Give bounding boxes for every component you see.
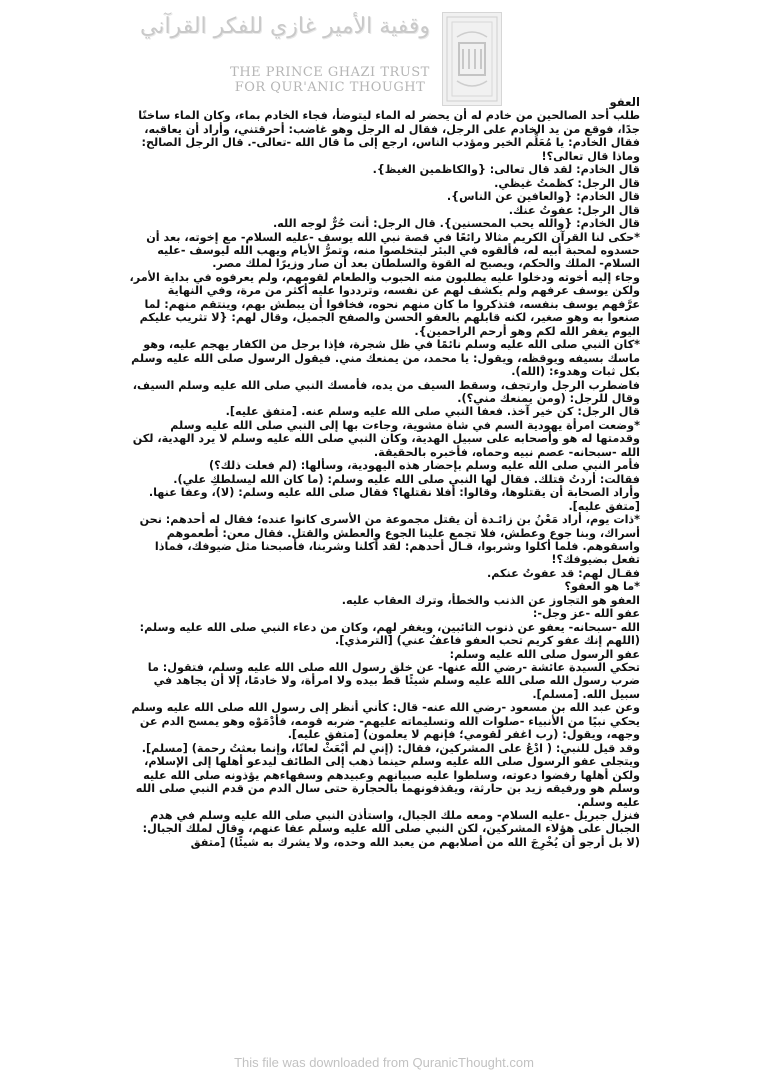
paragraph: العفو هو التجاوز عن الذنب والخطأ، وترك العقاب عليه. xyxy=(341,593,640,607)
paragraph: فاضطرب الرجل وارتجف، وسقط السيف من يده، فأمسك النبي صلى الله عليه وسلم السيف، وقال للرجل: (ومن يمنعك مني؟). xyxy=(128,378,640,405)
download-footer: This file was downloaded from QuranicThought.com xyxy=(234,1055,534,1070)
calligraphy-seal-icon xyxy=(442,12,502,106)
logo-english-line-1: THE PRINCE GHAZI TRUST xyxy=(230,65,430,80)
paragraph: *وضعت امرأة يهودية السم في شاة مشوية، وجاءت بها إلى النبي صلى الله عليه وسلم وقدمتها له هو وأصحابه على سبيل الهدية، وكان النبي صلى الله عليه وسلم لا يرد الهدية، لكن الله -سبحانه- عصم نبيه وحماه، فأخبره بالحقيقة. xyxy=(128,418,640,459)
paragraph: قال الخادم: {والعافين عن الناس}. xyxy=(446,190,640,204)
logo-arabic-text: وقفية الأمير غازي للفكر القرآني xyxy=(139,14,430,39)
paragraph: الله -سبحانه- يعفو عن ذنوب التائبين، ويغفر لهم، وكان من دعاء النبي صلى الله عليه وسلم: (اللهم إنك عفو كريم تحب العفو فاعفُ عني) [الترمذي]. xyxy=(135,620,640,648)
section-heading: *ما هو العفو؟ xyxy=(564,580,640,594)
document-title: العفو xyxy=(609,95,640,109)
document-body xyxy=(125,95,640,849)
paragraph: طلب أحد الصالحين من خادم له أن يحضر له الماء ليتوضأ، فجاء الخادم بماء، وكان الماء ساخنًا جدًا، فوقع من يد الخادم على الرجل، فقال له الرجل وهو غاضب: أحرقتني، وأراد أن يعاقبه، فقال الخادم: يا مُعَلِّم الخير ومؤدب الناس، ارجع إلى ما قال الله -تعالى-. قال الرجل الصالح: وماذا قال تعالى؟! xyxy=(134,109,640,163)
paragraph: *ذات يوم، أراد مَعْنُ بن زائـدة أن يقتل مجموعة من الأسرى كانوا عنده؛ فقال له أحدهم: نحن أسراك، وبنا جوع وعطش، فلا تجمع علينا الجوع والعطش والقتل. فقال معن: أطعموهم واسقوهم. فلما أكلوا وشربوا، قـال أحدهم: لقد أكلنا وشربنا، فأصبحنا مثل ضيوفك، فماذا تفعل بضيوفك؟! xyxy=(135,513,640,567)
paragraph: قال الرجل: كن خير آخذ. فعفا النبي صلى الله عليه وسلم عنه. [متفق عليه]. xyxy=(225,405,640,419)
paragraph: *حكى لنا القرآن الكريم مثالا رائعًا في قصة نبي الله يوسف -عليه السلام- مع إخوته، بعد أن حسدوه لمحبة أبيه له، فألقوه في البئر ليتخلصوا منه، وتمرُّ الأيام ويهب الله ليوسف -عليه السلام- الملك والحكم، ويصبح له القوة والسلطان بعد أن صار وزيرًا لملك مصر. xyxy=(142,230,640,271)
paragraph: فأمر النبي صلى الله عليه وسلم بإحضار هذه اليهودية، وسألها: (لم فعلت ذلك؟) xyxy=(208,459,640,473)
logo-english-text xyxy=(230,65,430,95)
paragraph: فنزل جبريل -عليه السلام- ومعه ملك الجبال، واستأذن النبي صلى الله عليه وسلم في هدم الجبال على هؤلاء المشركين، لكن النبي صلى الله عليه وسلم عفا عنهم، وقال لملك الجبال: (لا بل أرجو أن يُخْرِجَ الله من أصلابهم من يعبد الله وحده، ولا يشرك به شيئًا) [متفق xyxy=(138,809,640,849)
paragraph: وجاء إليه أخوته ودخلوا عليه يطلبون منه الحبوب والطعام لقومهم، ولم يعرفوه في بداية الأمر، ولكن يوسف عرفهم ولم يكشف لهم عن نفسه، وترددوا عليه أكثر من مرة، وفي النهاية عرَّفهم يوسف بنفسه، فتذكروا ما كان منهم نحوه، فخافوا أن يبطش بهم، وينتقم منهم: لما صنعوا به وهو صغير، لكنه قابلهم بالعفو الحسن والصفح الجميل، وقال لهم: {لا تثريب عليكم اليوم يغفر الله لكم وهو أرحم الراحمين}. xyxy=(125,270,640,338)
paragraph: قال الرجل: كظمتُ غيظي. xyxy=(494,176,640,190)
paragraph: وأراد الصحابة أن يقتلوها، وقالوا: أفلا نقتلها؟ فقال صلى الله عليه وسلم: (لا)، وعفا عنها. [متفق عليه]. xyxy=(144,486,640,513)
paragraph: قال الرجل: عفوتُ عنك. xyxy=(508,203,640,217)
section-heading: عفو الرسول صلى الله عليه وسلم: xyxy=(449,647,640,661)
section-heading: عفو الله -عز وجل-: xyxy=(532,607,640,621)
paragraph: تحكي السيدة عائشة -رضي الله عنها- عن خلق رسول الله صلى الله عليه وسلم، فتقول: ما ضرب رسول الله صلى الله عليه وسلم شيئًا قط بيده ولا امرأة، ولا خادمًا، إلا أن يجاهد في سبيل الله. [مسلم]. xyxy=(143,661,640,701)
paragraph: قال الخادم: {والله يحب المحسنين}. قال الرجل: أنت حُرٌّ لوجه الله. xyxy=(272,217,640,231)
logo-english-line-2: FOR QUR'ANIC THOUGHT xyxy=(234,80,426,95)
paragraph: ويتجلى عفو الرسول صلى الله عليه وسلم حينما ذهب إلى الطائف ليدعو أهلها إلى الإسلام، ولكن أهلها رفضوا دعوته، وسلطوا عليه صبيانهم وعبيدهم وسفهاءهم يؤذونه صلى الله عليه وسلم هو ورفيقه زيد بن حارثة، ويقذفونهما بالحجارة حتى سال الدم من قدم النبي صلى الله عليه وسلم. xyxy=(131,755,640,809)
paragraph: وقد قيل للنبي: ( ادْعُ على المشركين، فقال: (إني لم أبْعَثْ لعانًا، وإنما بعثتُ رحمة) [مسلم]. xyxy=(141,741,640,755)
paragraph: قال الخادم: لقد قال تعالى: {والكاظمين الغيظ}. xyxy=(372,163,640,177)
paragraph: *كان النبي صلى الله عليه وسلم نائمًا في ظل شجرة، فإذا برجل من الكفار يهجم عليه، وهو ماسك بسيفه ويوقظه، ويقول: يا محمد، من يمنعك مني. فيقول الرسول صلى الله عليه وسلم بكل ثبات وهدوء: (الله). xyxy=(127,338,640,379)
paragraph: وعن عبد الله بن مسعود -رضي الله عنه- قال: كأني أنظر إلى رسول الله صلى الله عليه وسلم يحكي نبيًا من الأنبياء -صلوات الله وتسليماته عليهم- ضربه قومه، فأدْمَوْه وهو يمسح الدم عن وجهه، ويقول: (رب اغفر لقومي؛ فإنهم لا يعلمون) [متفق عليه]. xyxy=(127,701,640,742)
paragraph: فقـال لهم: قد عفوتُ عنكم. xyxy=(487,566,640,580)
paragraph: فقالت: أردتُ قتلك. فقال لها النبي صلى الله عليه وسلم: (ما كان الله ليسلطكِ علي). xyxy=(173,472,640,486)
